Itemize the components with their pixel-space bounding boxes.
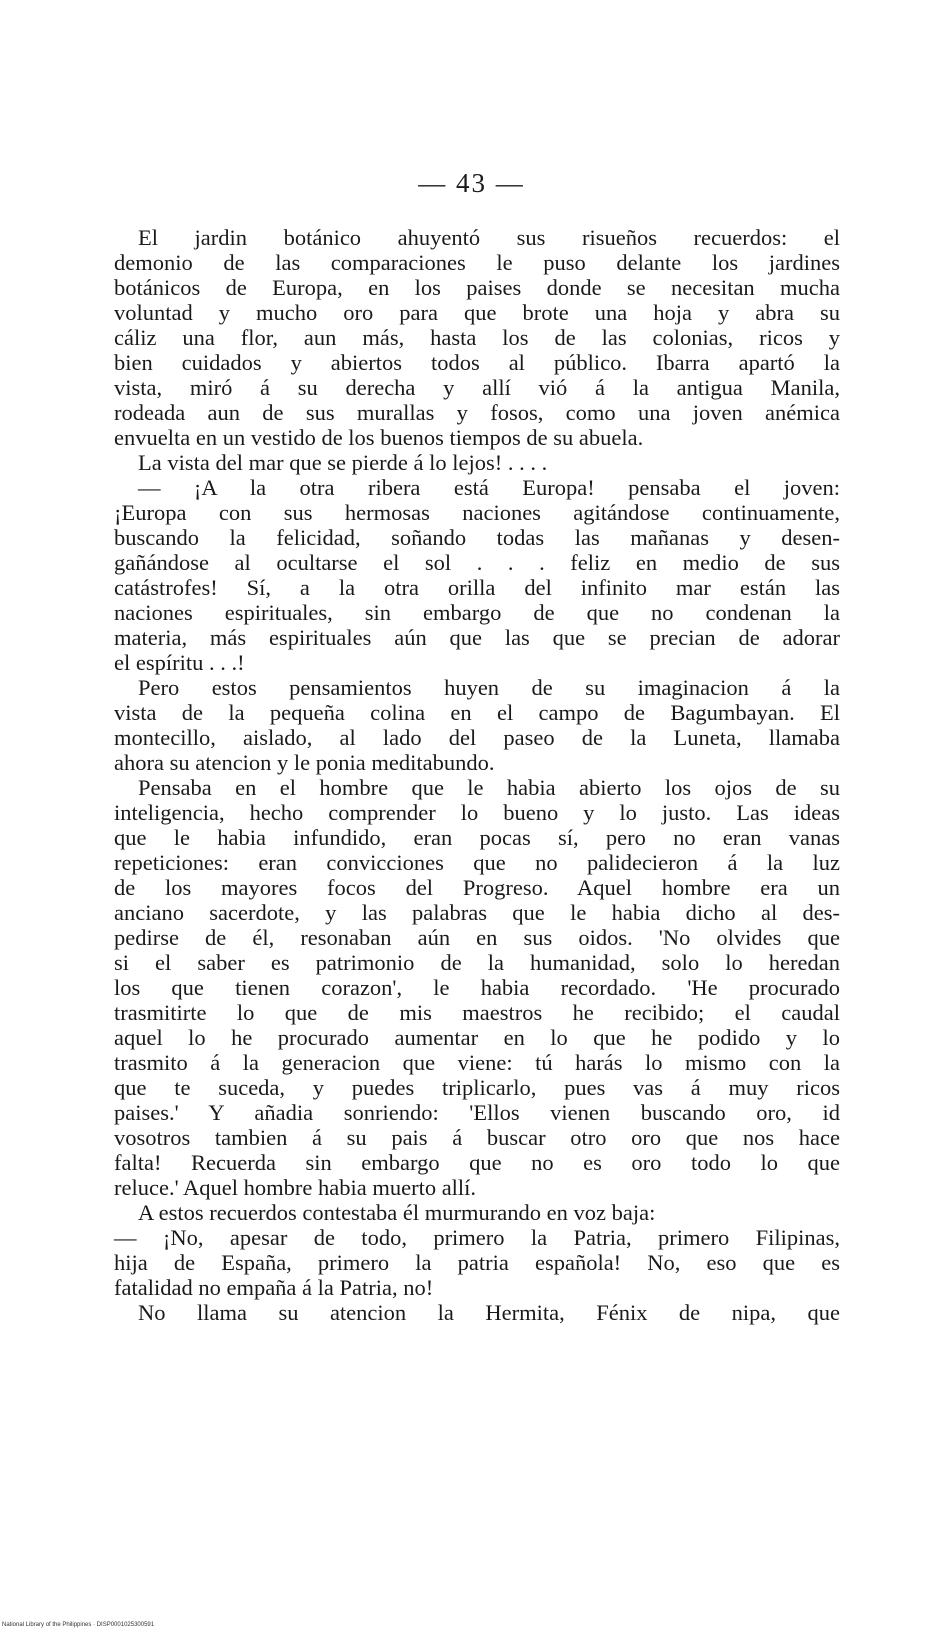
text-line: anciano sacerdote, y las palabras que le habia dicho al des- — [114, 900, 840, 925]
text-line: fatalidad no empaña á la Patria, no! — [114, 1275, 434, 1300]
text-line: Pensaba en el hombre que le habia abierto los ojos de su — [138, 775, 840, 800]
text-line: voluntad y mucho oro para que brote una hoja y abra su — [114, 300, 840, 325]
text-line: catástrofes! Sí, a la otra orilla del infinito mar están las — [114, 575, 840, 600]
text-line: A estos recuerdos contestaba él murmurando en voz baja: — [138, 1200, 656, 1225]
text-line: rodeada aun de sus murallas y fosos, como una joven anémica — [114, 400, 840, 425]
text-line: vosotros tambien á su pais á buscar otro oro que nos hace — [114, 1125, 840, 1150]
footer-watermark: National Library of the Philippines · DISP0001025300591 — [2, 1622, 155, 1628]
text-line: paises.' Y añadia sonriendo: 'Ellos vienen buscando oro, id — [114, 1100, 840, 1125]
text-line: si el saber es patrimonio de la humanidad, solo lo heredan — [114, 950, 840, 975]
text-line: reluce.' Aquel hombre habia muerto allí. — [114, 1175, 477, 1200]
text-line: pedirse de él, resonaban aún en sus oidos. 'No olvides que — [114, 925, 840, 950]
text-line: Pero estos pensamientos huyen de su imaginacion á la — [138, 675, 840, 700]
text-line: aquel lo he procurado aumentar en lo que he podido y lo — [114, 1025, 840, 1050]
text-line: buscando la felicidad, soñando todas las mañanas y desen- — [114, 525, 840, 550]
text-line: ¡Europa con sus hermosas naciones agitándose continuamente, — [114, 500, 840, 525]
text-line: La vista del mar que se pierde á lo lejos! . . . . — [138, 450, 548, 475]
text-line: — ¡A la otra ribera está Europa! pensaba el joven: — [138, 475, 840, 500]
text-line: — ¡No, apesar de todo, primero la Patria, primero Filipinas, — [114, 1225, 840, 1250]
text-line: falta! Recuerda sin embargo que no es oro todo lo que — [114, 1150, 840, 1175]
text-line: de los mayores focos del Progreso. Aquel hombre era un — [114, 875, 840, 900]
text-line: cáliz una flor, aun más, hasta los de las colonias, ricos y — [114, 325, 840, 350]
text-line: materia, más espirituales aún que las que se precian de adorar — [114, 625, 840, 650]
text-line: que le habia infundido, eran pocas sí, pero no eran vanas — [114, 825, 840, 850]
text-line: hija de España, primero la patria española! No, eso que es — [114, 1250, 840, 1275]
text-line: montecillo, aislado, al lado del paseo de la Luneta, llamaba — [114, 725, 840, 750]
text-line: demonio de las comparaciones le puso delante los jardines — [114, 250, 840, 275]
text-line: ahora su atencion y le ponia meditabundo. — [114, 750, 495, 775]
text-line: envuelta en un vestido de los buenos tiempos de su abuela. — [114, 425, 644, 450]
text-line: repeticiones: eran convicciones que no palidecieron á la luz — [114, 850, 840, 875]
body-text — [114, 225, 840, 1325]
text-line: el espíritu . . .! — [114, 650, 245, 675]
text-line: gañándose al ocultarse el sol . . . feliz en medio de sus — [114, 550, 840, 575]
text-line: botánicos de Europa, en los paises donde se necesitan mucha — [114, 275, 840, 300]
text-line: vista, miró á su derecha y allí vió á la antigua Manila, — [114, 375, 840, 400]
text-line: El jardin botánico ahuyentó sus risueños recuerdos: el — [138, 225, 840, 250]
text-line: trasmito á la generacion que viene: tú harás lo mismo con la — [114, 1050, 840, 1075]
text-line: que te suceda, y puedes triplicarlo, pues vas á muy ricos — [114, 1075, 840, 1100]
text-line: los que tienen corazon', le habia recordado. 'He procurado — [114, 975, 840, 1000]
text-line: naciones espirituales, sin embargo de que no condenan la — [114, 600, 840, 625]
text-line: No llama su atencion la Hermita, Fénix de nipa, que — [138, 1300, 840, 1325]
text-line: vista de la pequeña colina en el campo de Bagumbayan. El — [114, 700, 840, 725]
page-number: — 43 — — [418, 168, 525, 198]
text-line: trasmitirte lo que de mis maestros he recibido; el caudal — [114, 1000, 840, 1025]
text-line: inteligencia, hecho comprender lo bueno y lo justo. Las ideas — [114, 800, 840, 825]
text-line: bien cuidados y abiertos todos al público. Ibarra apartó la — [114, 350, 840, 375]
